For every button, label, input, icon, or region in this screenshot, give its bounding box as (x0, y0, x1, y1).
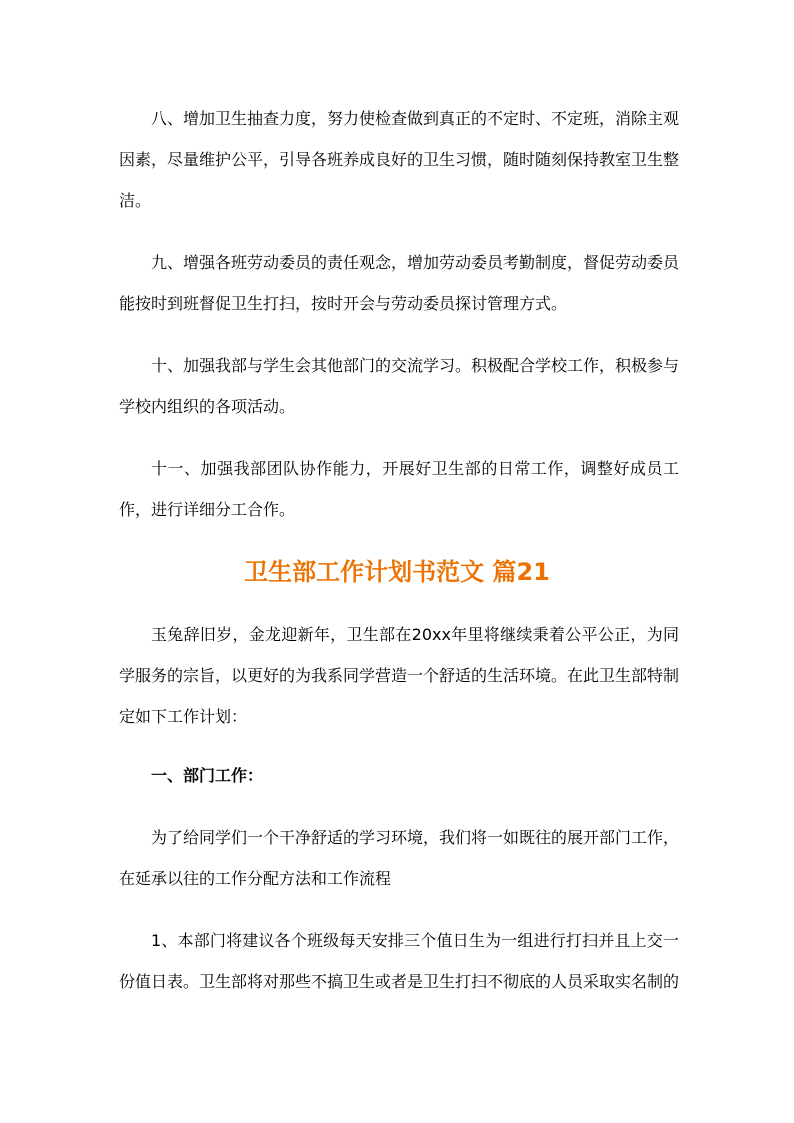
intro-paragraph: 玉兔辞旧岁，金龙迎新年，卫生部在20xx年里将继续秉着公平公正，为同学服务的宗旨，以更好的为我系同学营造一个舒适的生活环境。在此卫生部特制定如下工作计划： (119, 625, 680, 726)
paragraph-item-10: 十、加强我部与学生会其他部门的交流学习。积极配合学校工作，积极参与学校内组织的各项活动。 (119, 356, 680, 416)
section-1-paragraph: 为了给同学们一个干净舒适的学习环境，我们将一如既往的展开部门工作，在延承以往的工作分配方法和工作流程 (119, 828, 680, 888)
paragraph-item-9: 九、增强各班劳动委员的责任观念，增加劳动委员考勤制度，督促劳动委员能按时到班督促卫生打扫，按时开会与劳动委员探讨管理方式。 (119, 253, 680, 313)
section-1-title: 一、部门工作： (151, 766, 264, 785)
paragraph-item-11: 十一、加强我部团队协作能力，开展好卫生部的日常工作，调整好成员工作，进行详细分工合作。 (119, 459, 679, 519)
paragraph-item-8: 八、增加卫生抽查力度，努力使检查做到真正的不定时、不定班，消除主观因素，尽量维护公平，引导各班养成良好的卫生习惯，随时随刻保持教室卫生整洁。 (119, 109, 680, 210)
list-item-1: 1、本部门将建议各个班级每天安排三个值日生为一组进行打扫并且上交一份值日表。卫生部将对那些不搞卫生或者是卫生打扫不彻底的人员采取实名制的 (119, 931, 680, 991)
section-heading: 卫生部工作计划书范文 篇21 (244, 558, 550, 586)
